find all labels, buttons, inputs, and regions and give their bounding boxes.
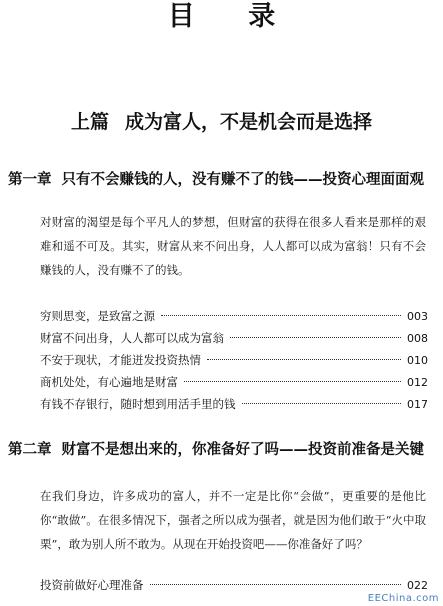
chapter-title: 财富不是想出来的，你准备好了吗——投资前准备是关键 xyxy=(61,442,424,458)
chapter-number: 第一章 xyxy=(8,172,52,188)
toc-entry[interactable] xyxy=(40,327,428,349)
toc-entry-page: 022 xyxy=(407,579,428,592)
toc-entry[interactable] xyxy=(40,393,428,415)
page-title: 目 录 xyxy=(167,1,298,32)
toc-entry[interactable] xyxy=(40,371,428,393)
leader-dots xyxy=(161,314,401,316)
chapter-heading-1 xyxy=(8,170,439,190)
leader-dots xyxy=(184,380,401,382)
chapter-number: 第二章 xyxy=(8,442,52,458)
toc-entry[interactable] xyxy=(40,349,428,371)
toc-entry-title: 有钱不存银行，随时想到用活手里的钱 xyxy=(40,397,236,411)
toc-entry-title: 投资前做好心理准备 xyxy=(40,578,144,592)
chapter-intro-1: 对财富的渴望是每个平凡人的梦想，但财富的获得在很多人看来是那样的艰难和遥不可及。其实，财富从来不问出身，人人都可以成为富翁！只有不会赚钱的人，没有赚不了的钱。 xyxy=(40,215,426,277)
toc-entry-page: 012 xyxy=(407,376,428,389)
leader-dots xyxy=(150,583,402,585)
toc-entry[interactable] xyxy=(40,305,428,327)
toc-entry-title: 穷则思变，是致富之源 xyxy=(40,309,155,323)
chapter-intro-2: 在我们身边，许多成功的富人，并不一定是比你“会做”，更重要的是他比你“敢做”。在很多情况下，强者之所以成为强者，就是因为他们敢于“火中取栗”，敢为别人所不敢为。从现在开始投资吧——你准备好了吗？ xyxy=(40,489,426,551)
toc-entry-title: 财富不问出身，人人都可以成为富翁 xyxy=(40,331,224,345)
toc-entry-page: 010 xyxy=(407,354,428,367)
leader-dots xyxy=(230,336,401,338)
watermark: EEChina.com xyxy=(367,593,439,604)
part-title: 成为富人，不是机会而是选择 xyxy=(125,111,373,133)
toc-entry-title: 商机处处，有心遍地是财富 xyxy=(40,375,178,389)
part-label: 上篇 xyxy=(70,111,109,133)
toc-entry-title: 不安于现状，才能迸发投资热情 xyxy=(40,353,201,367)
leader-dots xyxy=(207,358,401,360)
leader-dots xyxy=(242,402,402,404)
toc-entry-page: 008 xyxy=(407,332,428,345)
toc-entry-page: 017 xyxy=(407,398,428,411)
part-heading xyxy=(0,110,443,134)
toc-entry-page: 003 xyxy=(407,310,428,323)
toc-list-1 xyxy=(40,305,428,415)
chapter-title: 只有不会赚钱的人，没有赚不了的钱——投资心理面面观 xyxy=(61,172,424,188)
chapter-heading-2 xyxy=(8,440,439,460)
